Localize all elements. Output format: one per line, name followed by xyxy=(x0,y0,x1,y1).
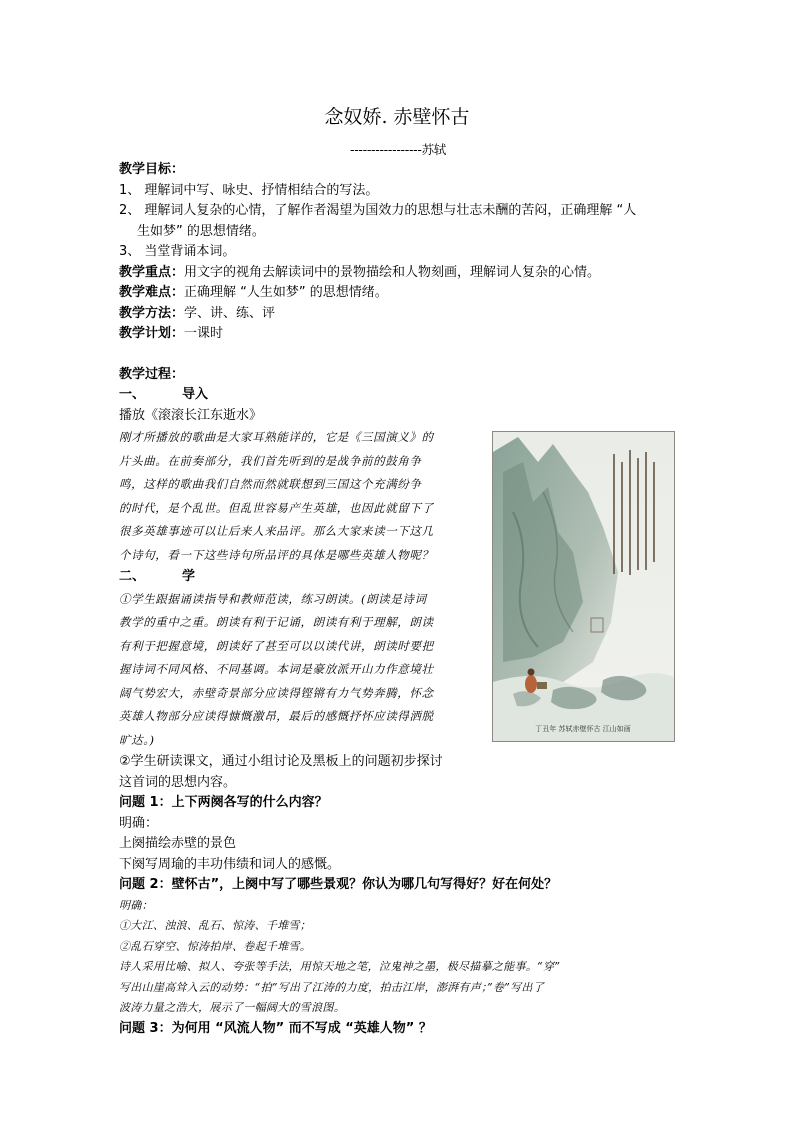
section-number: 一、 xyxy=(119,387,146,402)
objective-item: 1、 理解词中写、咏史、抒情相结合的写法。 xyxy=(119,182,379,198)
reading-line: 有利于把握意境，朗读好了甚至可以以读代讲，朗读时要把 xyxy=(119,638,434,653)
objective-item-continued: 生如梦” 的思想情绪。 xyxy=(137,223,265,239)
page-title: 念奴娇. 赤壁怀古 xyxy=(324,106,470,128)
reading-handwritten-block xyxy=(119,588,479,753)
analysis-line: 写出山崖高耸入云的动势：“拍”写出了江涛的力度，拍击江岸，澎湃有声；”卷”写出了 xyxy=(119,980,544,994)
intro-handwritten-block xyxy=(119,426,479,567)
plan-text: 一课时 xyxy=(184,326,224,341)
reading-line: 旷达。) xyxy=(119,732,155,747)
study-line: 这首词的思想内容。 xyxy=(119,774,237,790)
objectives-label: 教学目标： xyxy=(119,162,185,177)
reading-line: 握诗词不同风格、不同基调。本词是豪放派开山力作意境壮 xyxy=(119,662,434,676)
analysis-line: 波涛力量之浩大，展示了一幅阔大的雪浪图。 xyxy=(119,1001,345,1014)
method-text: 学、讲、练、评 xyxy=(184,305,276,321)
answer-label: 明确： xyxy=(119,898,153,912)
landscape-painting-image xyxy=(492,431,675,742)
intro-line: 片头曲。在前奏部分，我们首先听到的是战争前的鼓角争 xyxy=(119,453,422,468)
key-point-line xyxy=(119,263,679,284)
answer-line: ①大江、浊浪、乱石、惊涛、千堆雪； xyxy=(119,919,312,932)
intro-line: 鸣，这样的歌曲我们自然而然就联想到三国这个充满纷争 xyxy=(119,477,422,491)
intro-line: 个诗句，看一下这些诗句所品评的具体是哪些英雄人物呢？ xyxy=(119,547,434,562)
question-3: 问题 3：为何用 “风流人物” 而不写成 “英雄人物” ？ xyxy=(119,1020,432,1036)
section-title: 学 xyxy=(182,569,196,584)
answer-line: 上阕描绘赤壁的景色 xyxy=(119,836,237,851)
reading-line: 阔气势宏大，赤壁奇景部分应读得铿锵有力气势奔腾，怀念 xyxy=(119,685,434,700)
process-label: 教学过程： xyxy=(119,366,185,382)
plan-line xyxy=(119,324,679,345)
answer-label: 明确： xyxy=(119,815,159,831)
answer-line: ②乱石穿空、惊涛拍岸、卷起千堆雪。 xyxy=(119,939,312,953)
play-line: 播放《滚滚长江东逝水》 xyxy=(119,407,263,423)
question-1: 问题 1：上下两阕各写的什么内容？ xyxy=(119,795,328,810)
section-heading xyxy=(119,385,679,406)
question-2: 问题 2：壁怀古”，上阕中写了哪些景观？你认为哪几句写得好？好在何处？ xyxy=(119,877,558,892)
method-line xyxy=(119,304,679,325)
section-title: 导入 xyxy=(182,387,209,402)
objective-item: 3、 当堂背诵本词。 xyxy=(119,244,236,259)
difficulty-text: 正确理解 “人生如梦” 的思想情绪。 xyxy=(184,285,388,300)
study-block xyxy=(119,752,479,793)
intro-line: 很多英雄事迹可以让后来人来品评。那么大家来读一下这几 xyxy=(119,524,434,538)
difficulty-label: 教学难点： xyxy=(119,285,185,300)
key-point-label: 教学重点： xyxy=(119,264,185,280)
reading-line: ①学生跟据诵读指导和教师范读，练习朗读。(朗读是诗词 xyxy=(119,591,427,606)
intro-line: 刚才所播放的歌曲是大家耳熟能详的，它是《三国演义》的 xyxy=(119,430,434,444)
reading-line: 教学的重中之重。朗读有利于记诵，朗读有利于理解，朗读 xyxy=(119,615,434,629)
study-line: ②学生研读课文，通过小组讨论及黑板上的问题初步探讨 xyxy=(119,754,443,769)
answer-line: 下阕写周瑜的丰功伟绩和词人的感慨。 xyxy=(119,856,341,872)
objective-item: 2、 理解词人复杂的心情，了解作者渴望为国效力的思想与壮志未酬的苦闷，正确理解 “人 xyxy=(119,203,637,218)
reading-line: 英雄人物部分应读得慷慨激昂，最后的感慨抒怀应读得洒脱 xyxy=(119,709,434,723)
author-line: -----------------苏轼 xyxy=(350,142,446,157)
method-label: 教学方法： xyxy=(119,305,185,321)
plan-label: 教学计划： xyxy=(119,326,185,341)
analysis-line: 诗人采用比喻、拟人、夸张等手法，用惊天地之笔，泣鬼神之墨，极尽描摹之能事。“穿” xyxy=(119,960,561,973)
section-number: 二、 xyxy=(119,569,146,584)
difficulty-line xyxy=(119,283,679,304)
painting-caption: 丁丑年 苏轼赤壁怀古 江山如画 xyxy=(535,725,631,733)
key-point-text: 用文字的视角去解读词中的景物描绘和人物刻画，理解词人复杂的心情。 xyxy=(184,264,601,280)
intro-line: 的时代，是个乱世。但乱世容易产生英雄，也因此就留下了 xyxy=(119,500,434,515)
